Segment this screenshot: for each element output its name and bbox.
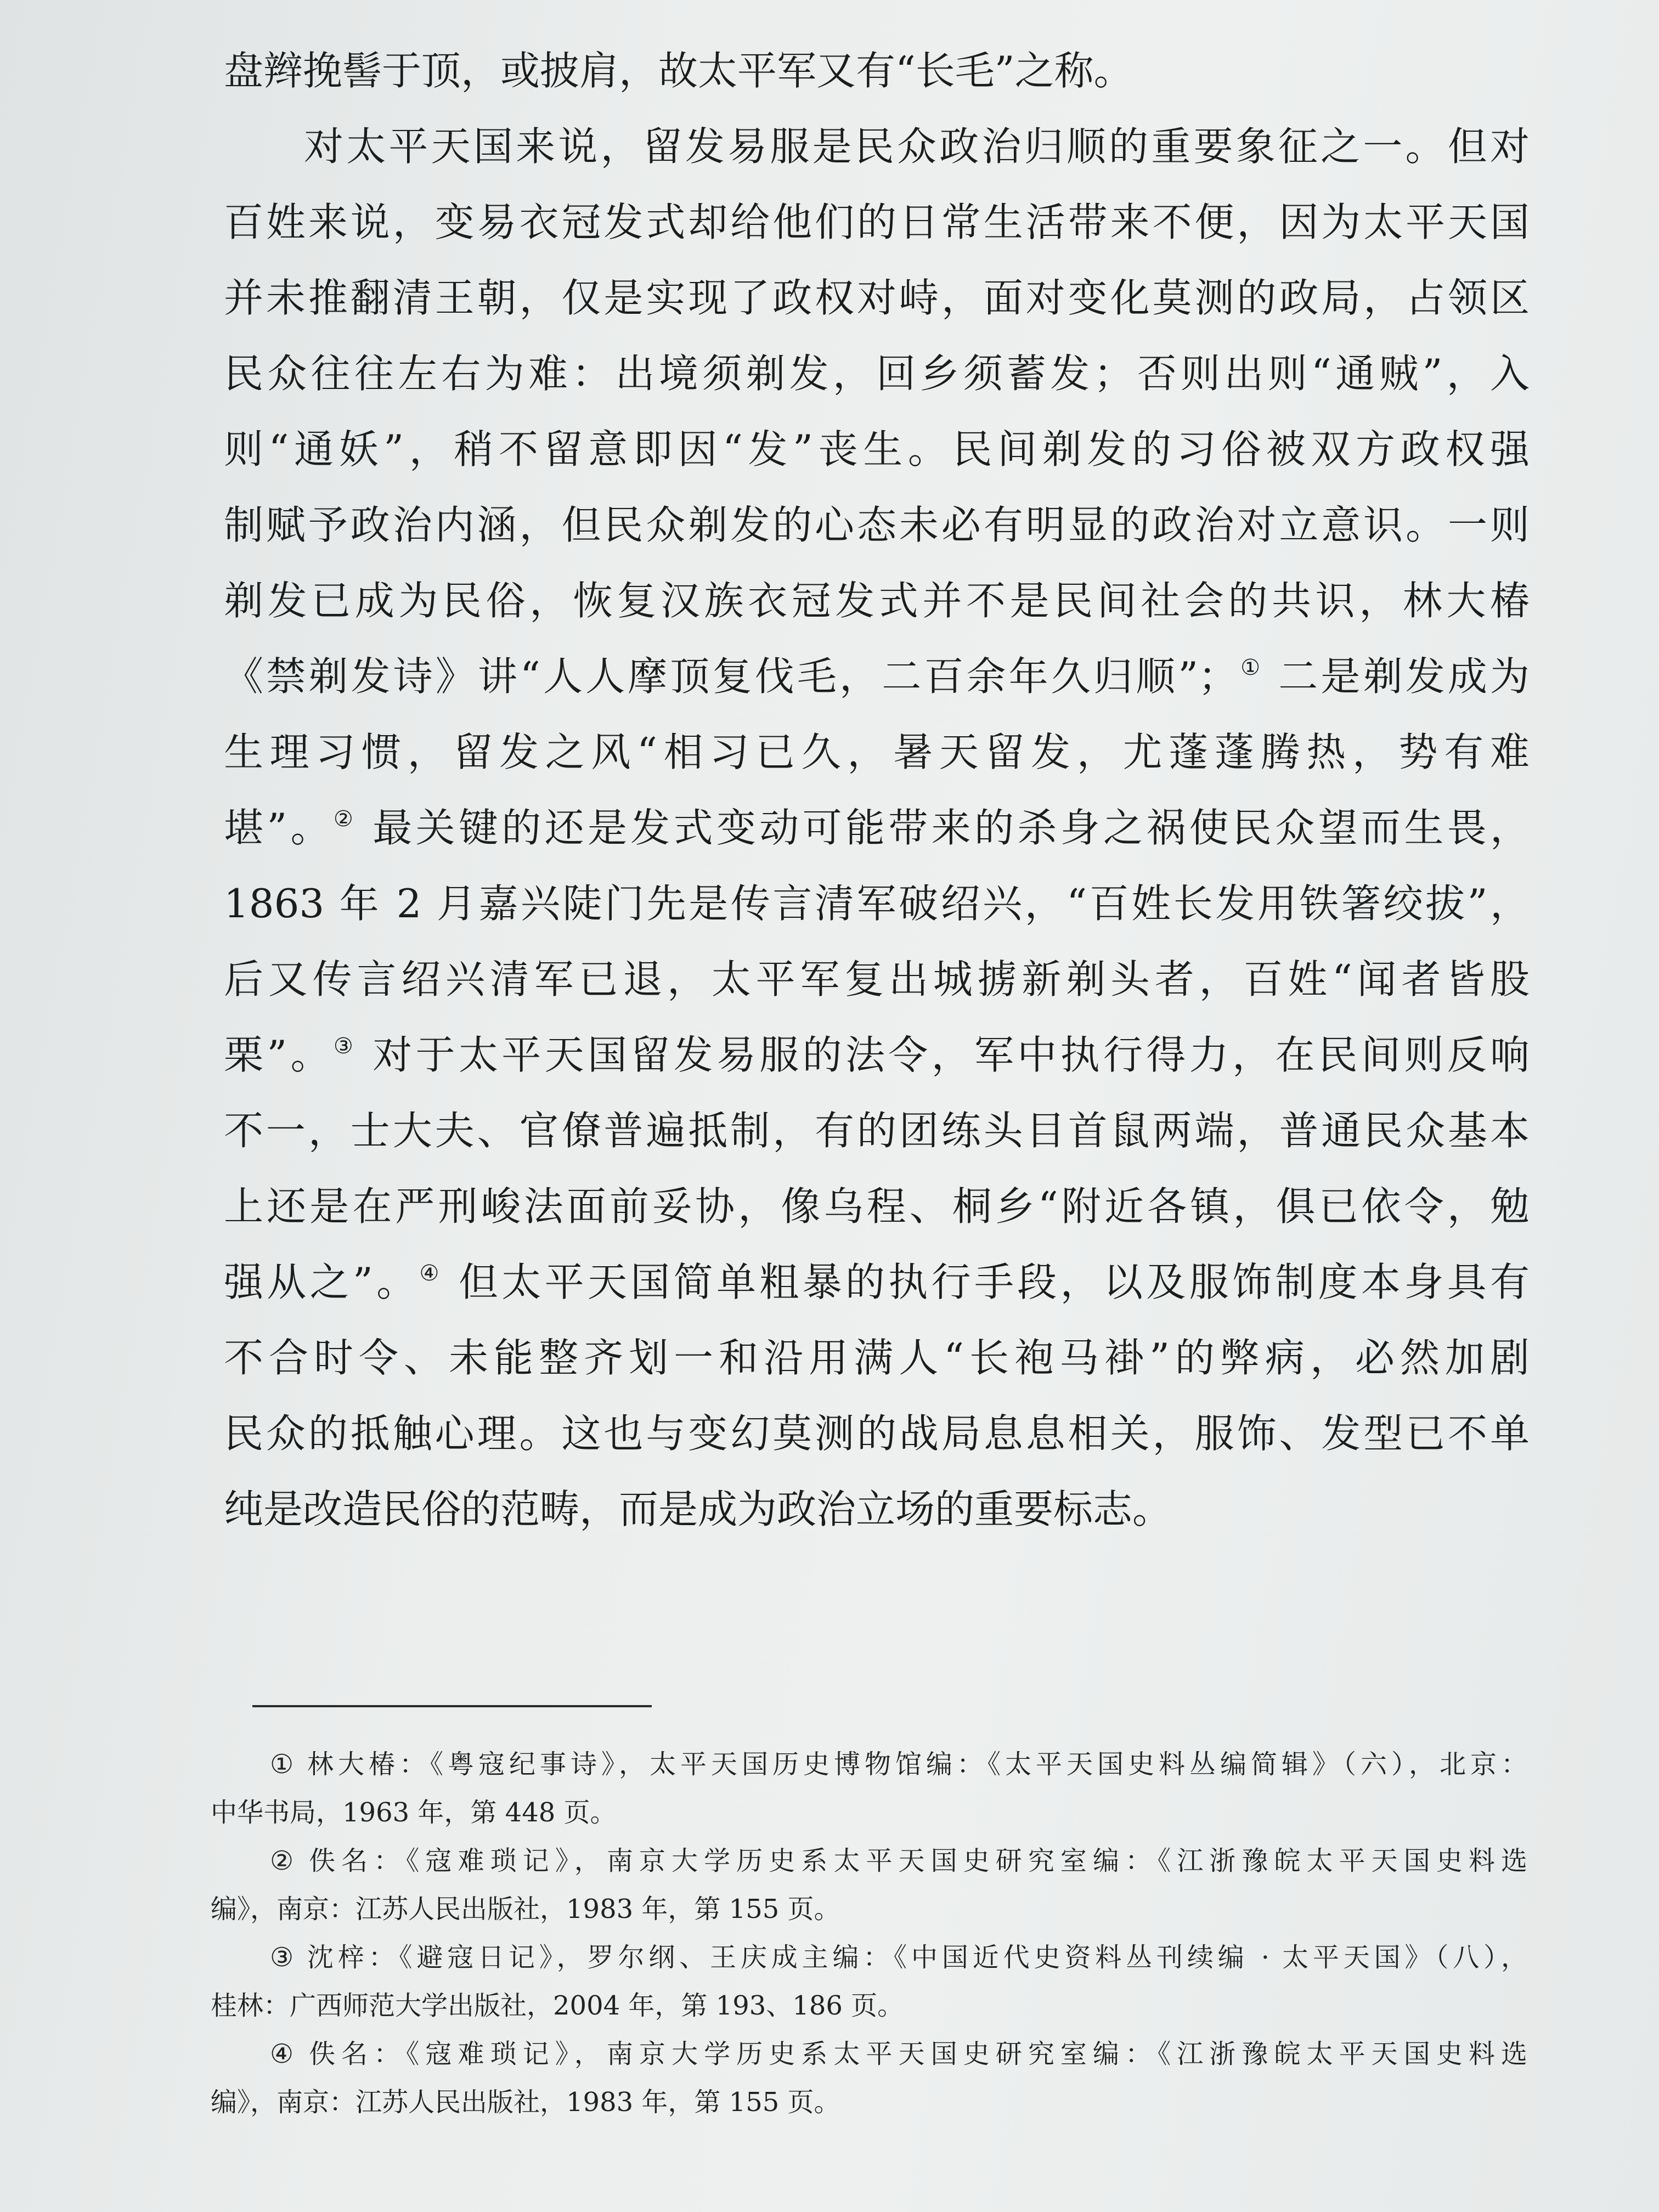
footnote-text: 佚名：《寇难琐记》，南京大学历史系太平天国史研究室编：《江浙豫皖太平天国史料选	[303, 2039, 1527, 2069]
footnote-marker[interactable]: ①	[1238, 655, 1263, 680]
text-segment: 二是剃发成为	[1278, 653, 1530, 699]
text-line: 后又传言绍兴清军已退，太平军复出城掳新剃头者，百姓“闻者皆股	[224, 956, 1530, 1002]
text-segment: 《禁剃发诗》讲“人人摩顶复伐毛，二百余年久归顺”；	[224, 653, 1238, 699]
text-line	[224, 1244, 1530, 1320]
text-line: 对太平天国来说，留发易服是民众政治归顺的重要象征之一。但对	[304, 123, 1530, 170]
text-line: 百姓来说，变易衣冠发式却给他们的日常生活带来不便，因为太平天国	[224, 199, 1530, 245]
text-line: 制赋予政治内涵，但民众剃发的心态未必有明显的政治对立意识。一则	[224, 502, 1530, 548]
text-line: 纯是改造民俗的范畴，而是成为政治立场的重要标志。	[224, 1486, 1172, 1532]
footnote-text: 林大椿：《粤寇纪事诗》，太平天国历史博物馆编：《太平天国史料丛编简辑》（六），北京：	[303, 1749, 1527, 1780]
footnote-marker[interactable]: ②	[333, 806, 357, 832]
text-line	[224, 639, 1530, 714]
text-line: 不合时令、未能整齐划一和沿用满人“长袍马褂”的弊病，必然加剧	[224, 1335, 1530, 1381]
text-line: 不一，士大夫、官僚普遍抵制，有的团练头目首鼠两端，普通民众基本	[224, 1108, 1530, 1154]
footnote-marker[interactable]: ④	[419, 1261, 443, 1286]
footnote-text: 沈梓：《避寇日记》，罗尔纲、王庆成主编：《中国近代史资料丛刊续编 · 太平天国》（八），	[303, 1942, 1527, 1973]
text-line: 并未推翻清王朝，仅是实现了政权对峙，面对变化莫测的政局，占领区	[224, 275, 1530, 321]
text-segment: 栗”。	[224, 1032, 334, 1078]
footnote-1	[211, 1740, 1527, 1788]
footnote-number: ①	[270, 1749, 294, 1780]
body-text	[224, 33, 1530, 1547]
text-line: 民众往往左右为难：出境须剃发，回乡须蓄发；否则出则“通贼”，入	[224, 351, 1530, 397]
text-segment: 堪”。	[224, 805, 334, 851]
footnote-4-cont: 编》，南京：江苏人民出版社，1983 年，第 155 页。	[211, 2087, 840, 2118]
text-line: 则“通妖”，稍不留意即因“发”丧生。民间剃发的习俗被双方政权强	[224, 426, 1530, 472]
text-line	[224, 790, 1530, 866]
footnote-number: ③	[270, 1942, 294, 1973]
text-line: 剃发已成为民俗，恢复汉族衣冠发式并不是民间社会的共识，林大椿	[224, 578, 1530, 624]
text-segment: 对于太平天国留发易服的法令，军中执行得力，在民间则反响	[373, 1032, 1530, 1078]
footnote-2-cont: 编》，南京：江苏人民出版社，1983 年，第 155 页。	[211, 1894, 840, 1925]
text-line: 上还是在严刑峻法面前妥协，像乌程、桐乡“附近各镇，俱已依令，勉	[224, 1183, 1530, 1229]
footnote-3-cont: 桂林：广西师范大学出版社，2004 年，第 193、186 页。	[211, 1990, 904, 2021]
text-line: 盘辫挽髻于顶，或披肩，故太平军又有“长毛”之称。	[224, 48, 1133, 94]
text-segment: 强从之”。	[224, 1259, 420, 1305]
footnote-divider	[252, 1705, 652, 1707]
footnotes	[211, 1740, 1527, 2126]
footnote-text: 佚名：《寇难琐记》，南京大学历史系太平天国史研究室编：《江浙豫皖太平天国史料选	[303, 1846, 1527, 1876]
text-line	[224, 1017, 1530, 1093]
footnote-2	[211, 1837, 1527, 1885]
footnote-3	[211, 1933, 1527, 1982]
footnote-marker[interactable]: ③	[333, 1034, 357, 1059]
text-segment: 最关键的还是发式变动可能带来的杀身之祸使民众望而生畏，	[373, 805, 1530, 851]
footnote-number: ②	[270, 1846, 294, 1876]
text-segment: 但太平天国简单粗暴的执行手段，以及服饰制度本身具有	[458, 1259, 1530, 1305]
text-line: 生理习惯，留发之风“相习已久，暑天留发，尤蓬蓬腾热，势有难	[224, 729, 1530, 775]
footnote-4	[211, 2030, 1527, 2078]
text-line: 民众的抵触心理。这也与变幻莫测的战局息息相关，服饰、发型已不单	[224, 1410, 1530, 1457]
footnote-1-cont: 中华书局，1963 年，第 448 页。	[211, 1797, 617, 1828]
footnote-number: ④	[270, 2039, 294, 2069]
text-line: 1863 年 2 月嘉兴陡门先是传言清军破绍兴，“百姓长发用铁箸绞拔”，	[224, 881, 1530, 927]
